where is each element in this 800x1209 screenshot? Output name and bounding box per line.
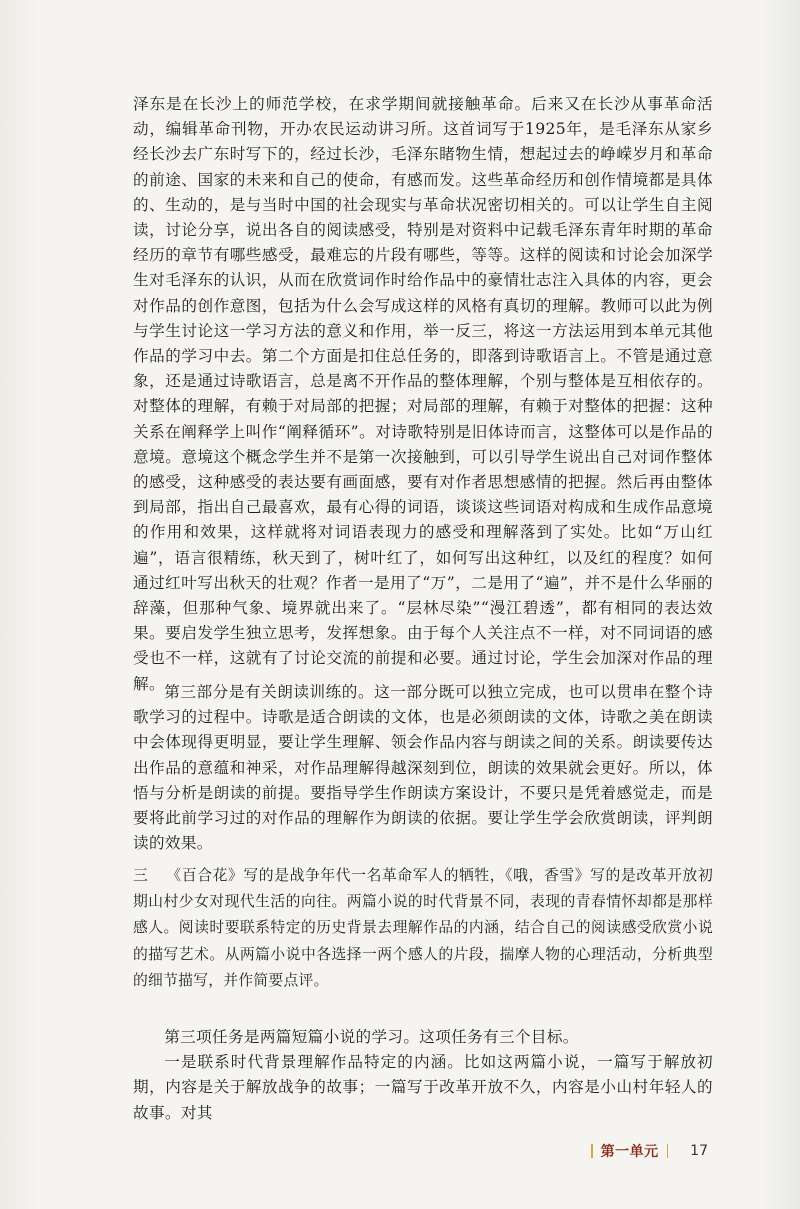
task-intro-paragraph: 第三项任务是两篇短篇小说的学习。这项任务有三个目标。 — [164, 1028, 579, 1046]
footer-divider-left — [591, 1144, 593, 1158]
page-number: 17 — [690, 1143, 708, 1159]
task-three-number: 三 — [133, 867, 149, 884]
footer-divider-right — [667, 1144, 669, 1158]
task-intro-block — [133, 1025, 713, 1126]
task-three-text: 《百合花》写的是战争年代一名革命军人的牺牲，《哦，香雪》写的是改革开放初期山村少女对现代生活的向往。两篇小说的时代背景不同，表现的青春情怀却都是那样感人。阅读时要联系特定的历史背景去理解作品的内涵，结合自己的阅读感受欣赏小说的描写艺术。从两篇小说中各选择一两个感人的片段，揣摩人物的心理活动，分析典型的细节描写，并作简要点评。 — [133, 867, 713, 989]
continuation-paragraph: 泽东是在长沙上的师范学校，在求学期间就接触革命。后来又在长沙从事革命活动，编辑革命刊物，开办农民运动讲习所。这首词写于1925年，是毛泽东从家乡经长沙去广东时写下的，经过长沙，毛泽东睹物生情，想起过去的峥嵘岁月和革命的前途、国家的未来和自己的使命，有感而发。这些革命经历和创作情境都是具体的、生动的，是与当时中国的社会现实与革命状况密切相关的。可以让学生自主阅读，讨论分享，说出各自的阅读感受，特别是对资料中记载毛泽东青年时期的革命经历的章节有哪些感受，最难忘的片段有哪些，等等。这样的阅读和讨论会加深学生对毛泽东的认识，从而在欣赏词作时给作品中的豪情壮志注入具体的内容，更会对作品的创作意图，包括为什么会写成这样的风格有真切的理解。教师可以此为例与学生讨论这一学习方法的意义和作用，举一反三，将这一方法运用到本单元其他作品的学习中去。第二个方面是扣住总任务的，即落到诗歌语言上。不管是通过意象，还是通过诗歌语言，总是离不开作品的整体理解，个别与整体是互相依存的。对整体的理解，有赖于对局部的把握；对局部的理解，有赖于对整体的把握：这种关系在阐释学上叫作“阐释循环”。对诗歌特别是旧体诗而言，这整体可以是作品的意境。意境这个概念学生并不是第一次接触到，可以引导学生说出自己对词作整体的感受，这种感受的表达要有画面感，要有对作者思想感情的把握。然后再由整体到局部，指出自己最喜欢，最有心得的词语，谈谈这些词语对构成和生成作品意境的作用和效果，这样就将对词语表现力的感受和理解落到了实处。比如“万山红遍”，语言很精练，秋天到了，树叶红了，如何写出这种红，以及红的程度？如何通过红叶写出秋天的壮观？作者一是用了“万”，二是用了“遍”，并不是什么华丽的辞藻，但那种气象、境界就出来了。“层林尽染”“漫江碧透”，都有相同的表达效果。要启发学生独立思考，发挥想象。由于每个人关注点不一样，对不同词语的感受也不一样，这就有了讨论交流的前提和必要。通过讨论，学生会加深对作品的理解。 — [133, 95, 713, 693]
footer-unit-label: 第一单元 — [600, 1144, 659, 1160]
task-three-paragraph — [133, 863, 713, 994]
goal-one-paragraph: 一是联系时代背景理解作品特定的内涵。比如这两篇小说，一篇写于解放初期，内容是关于解放战争的故事；一篇写于改革开放不久，内容是小山村年轻人的故事。对其 — [133, 1053, 713, 1122]
part-three-paragraph: 第三部分是有关朗读训练的。这一部分既可以独立完成，也可以贯串在整个诗歌学习的过程中。诗歌是适合朗读的文体，也是必须朗读的文体，诗歌之美在朗读中会体现得更明显，要让学生理解、领会作品内容与朗读之间的关系。朗读要传达出作品的意蕴和神采，对作品理解得越深刻到位，朗读的效果就会更好。所以，体悟与分析是朗读的前提。要指导学生作朗读方案设计，不要只是凭着感觉走，而是要将此前学习过的对作品的理解作为朗读的依据。要让学生学会欣赏朗读，评判朗读的效果。 — [133, 683, 713, 853]
page-footer — [583, 1141, 708, 1161]
part-three-text-block — [133, 680, 713, 856]
textbook-task-three — [133, 863, 713, 994]
continuation-text-block — [133, 92, 713, 697]
